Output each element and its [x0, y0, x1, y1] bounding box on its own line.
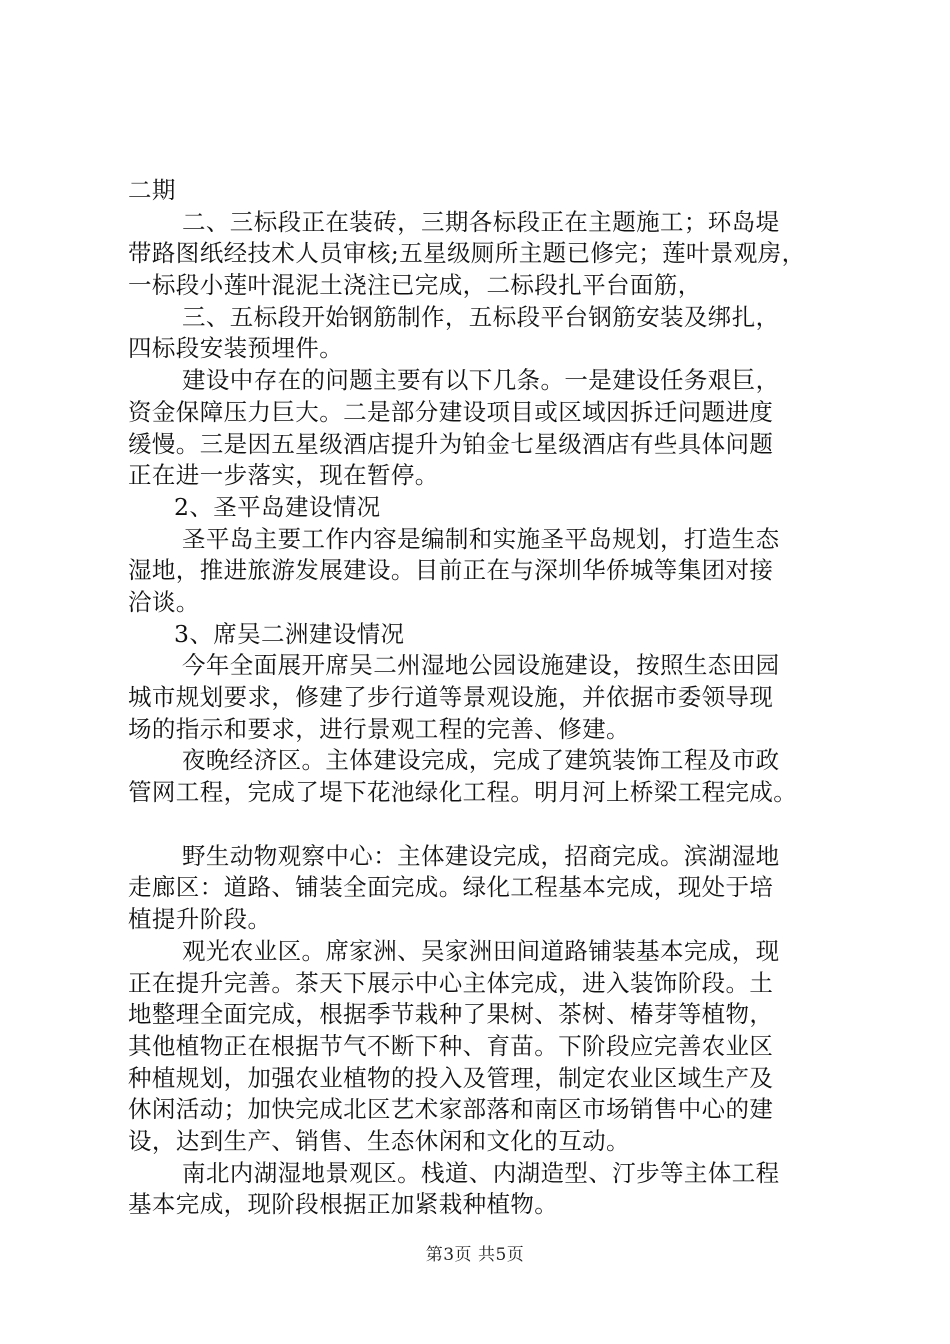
text-line: 城市规划要求，修建了步行道等景观设施，并依据市委领导现 — [128, 683, 774, 711]
text-line: 资金保障压力巨大。二是部分建设项目或区域因拆迁问题进度 — [128, 397, 774, 426]
text-line: 缓慢。三是因五星级酒店提升为铂金七星级酒店有些具体问题 — [128, 429, 774, 458]
text-line: 走廊区：道路、铺装全面完成。绿化工程基本完成，现处于培 — [128, 873, 774, 902]
blank-line — [128, 809, 833, 841]
text-line: 正在提升完善。茶天下展示中心主体完成，进入装饰阶段。土 — [128, 968, 774, 997]
paragraph-start: 观光农业区。席家洲、吴家洲田间道路铺装基本完成，现 — [182, 936, 780, 965]
text-line: 植提升阶段。 — [128, 905, 272, 934]
paragraph-start: 圣平岛主要工作内容是编制和实施圣平岛规划，打造生态 — [182, 524, 780, 553]
paragraph-start: 建设中存在的问题主要有以下几条。一是建设任务艰巨， — [182, 366, 780, 395]
paragraph-start: 二、三标段正在装砖，三期各标段正在主题施工；环岛堤 — [182, 207, 780, 236]
text-line: 带路图纸经技术人员审核;五星级厕所主题已修完；莲叶景观房， — [128, 239, 806, 268]
section-heading: 2、圣平岛建设情况 — [174, 492, 381, 521]
document-body — [128, 175, 833, 1221]
text-line: 休闲活动；加快完成北区艺术家部落和南区市场销售中心的建 — [128, 1095, 774, 1124]
paragraph-start: 南北内湖湿地景观区。栈道、内湖造型、汀步等主体工程 — [182, 1158, 780, 1187]
text-line: 设，达到生产、销售、生态休闲和文化的互动。 — [128, 1126, 630, 1155]
text-line: 其他植物正在根据节气不断下种、育苗。下阶段应完善农业区 — [128, 1031, 774, 1060]
text-line: 场的指示和要求，进行景观工程的完善、修建。 — [128, 714, 630, 743]
paragraph-start: 野生动物观察中心：主体建设完成，招商完成。滨湖湿地 — [182, 841, 780, 870]
paragraph-start: 夜晚经济区。主体建设完成，完成了建筑装饰工程及市政 — [182, 746, 780, 775]
text-line: 管网工程，完成了堤下花池绿化工程。明月河上桥梁工程完成。 — [128, 778, 798, 807]
text-line: 种植规划，加强农业植物的投入及管理，制定农业区域生产及 — [128, 1063, 774, 1092]
section-heading: 3、席吴二洲建设情况 — [174, 619, 405, 648]
text-line: 四标段安装预埋件。 — [128, 334, 344, 363]
paragraph-start: 三、五标段开始钢筋制作，五标段平台钢筋安装及绑扎， — [182, 302, 780, 331]
text-line: 基本完成，现阶段根据正加紧栽种植物。 — [128, 1190, 559, 1219]
text-line: 地整理全面完成，根据季节栽种了果树、茶树、椿芽等植物， — [128, 1000, 774, 1029]
text-line: 一标段小莲叶混泥土浇注已完成，二标段扎平台面筋， — [128, 271, 702, 300]
text-line: 二期 — [128, 176, 176, 204]
paragraph-start: 今年全面展开席吴二州湿地公园设施建设，按照生态田园 — [182, 651, 780, 680]
text-line: 洽谈。 — [128, 587, 200, 616]
text-line: 湿地，推进旅游发展建设。目前正在与深圳华侨城等集团对接 — [128, 556, 774, 585]
text-line: 正在进一步落实，现在暂停。 — [128, 461, 439, 490]
page-number-footer: 第3页 共5页 — [425, 1245, 525, 1265]
